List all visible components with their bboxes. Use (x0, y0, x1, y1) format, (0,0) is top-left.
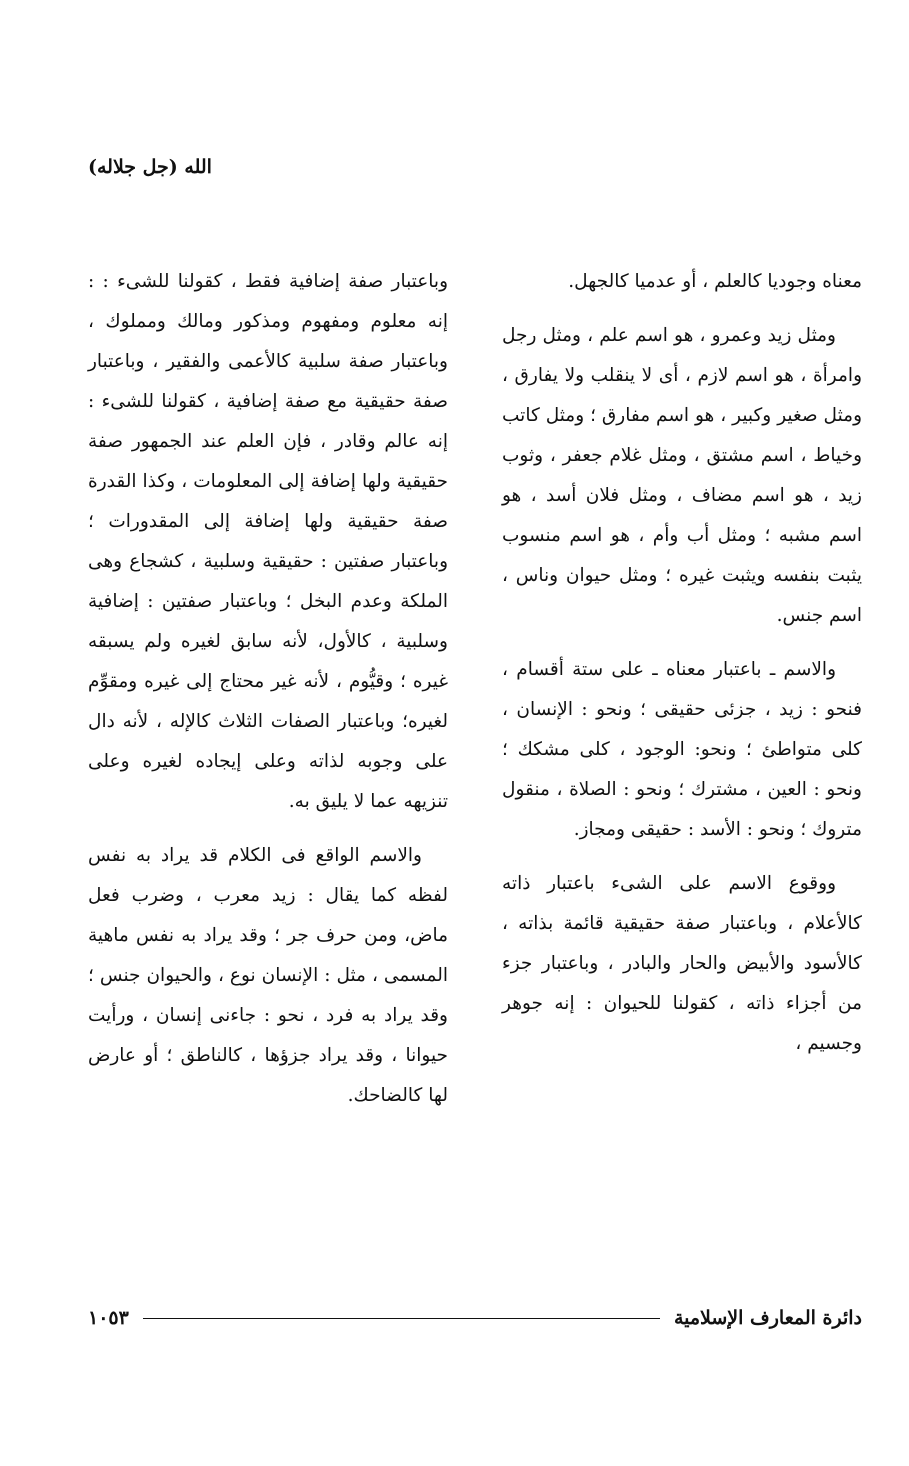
paragraph: معناه وجوديا كالعلم ، أو عدميا كالجهل. (568, 271, 862, 292)
paragraph: ووقوع الاسم على الشىء باعتبار ذاته كالأعلام ، وباعتبار صفة حقيقية قائمة بذاته ، كالأسود والأبيض والحار والبادر ، وباعتبار جزء من أجزاء ذاته ، كقولنا للحيوان : إنه جوهر وجسيم ، (502, 873, 862, 1054)
paragraph: والاسم ـ باعتبار معناه ـ على ستة أقسام ، فنحو : زيد ، جزئى حقيقى ؛ ونحو : الإنسان ، كلى متواطئ ؛ ونحو: الوجود ، كلى مشكك ؛ ونحو : العين ، مشترك ؛ ونحو : الصلاة ، منقول متروك ؛ ونحو : الأسد : حقيقى ومجاز. (502, 659, 862, 840)
running-header-title: الله (جل جلاله) (88, 156, 212, 178)
footer-divider (143, 1318, 660, 1319)
paragraph: والاسم الواقع فى الكلام قد يراد به نفس لفظه كما يقال : زيد معرب ، وضرب فعل ماض، ومن حرف جر ؛ وقد يراد به نفس ماهية المسمى ، مثل : الإنسان نوع ، والحيوان جنس ؛ وقد يراد به فرد ، نحو : جاءنى إنسان ، ورأيت حيوانا ، وقد يراد جزؤها ، كالناطق ؛ أو عارض لها كالضاحك. (88, 845, 448, 1106)
footer-publication-title: دائرة المعارف الإسلامية (673, 1307, 862, 1329)
text-column-right (502, 262, 862, 1078)
paragraph: ومثل زيد وعمرو ، هو اسم علم ، ومثل رجل وامرأة ، هو اسم لازم ، أى لا ينقلب ولا يفارق ، ومثل صغير وكبير ، هو اسم مفارق ؛ ومثل كاتب وخياط ، اسم مشتق ، ومثل غلام جعفر ، وثوب زيد ، هو اسم مضاف ، ومثل فلان أسد ، هو اسم مشبه ؛ ومثل أب وأم ، هو اسم منسوب يثبت بنفسه ويثبت غيره ؛ ومثل حيوان وناس ، اسم جنس. (502, 325, 862, 626)
paragraph: وباعتبار صفة إضافية فقط ، كقولنا للشىء : : إنه معلوم ومفهوم ومذكور ومالك ومملوك ، وباعتبار صفة سلبية كالأعمى والفقير ، وباعتبار صفة حقيقية مع صفة إضافية ، كقولنا للشىء : إنه عالم وقادر ، فإن العلم عند الجمهور صفة حقيقية ولها إضافة إلى المعلومات ، وكذا القدرة صفة حقيقية ولها إضافة إلى المقدورات ؛ وباعتبار صفتين : حقيقية وسلبية ، كشجاع وهى الملكة وعدم البخل ؛ وباعتبار صفتين : إضافية وسلبية ، كالأول، لأنه سابق لغيره ولم يسبقه غيره ؛ وقيُّوم ، لأنه غير محتاج إلى غيره ومقوِّم لغيره؛ وباعتبار الصفات الثلاث كالإله ، لأنه دال على وجوبه لذاته وعلى إيجاده لغيره وعلى تنزيهه عما لا يليق به. (88, 271, 448, 812)
text-column-left (88, 262, 448, 1130)
page-footer (88, 1300, 862, 1336)
page-number: ١٠٥٣ (88, 1307, 129, 1329)
